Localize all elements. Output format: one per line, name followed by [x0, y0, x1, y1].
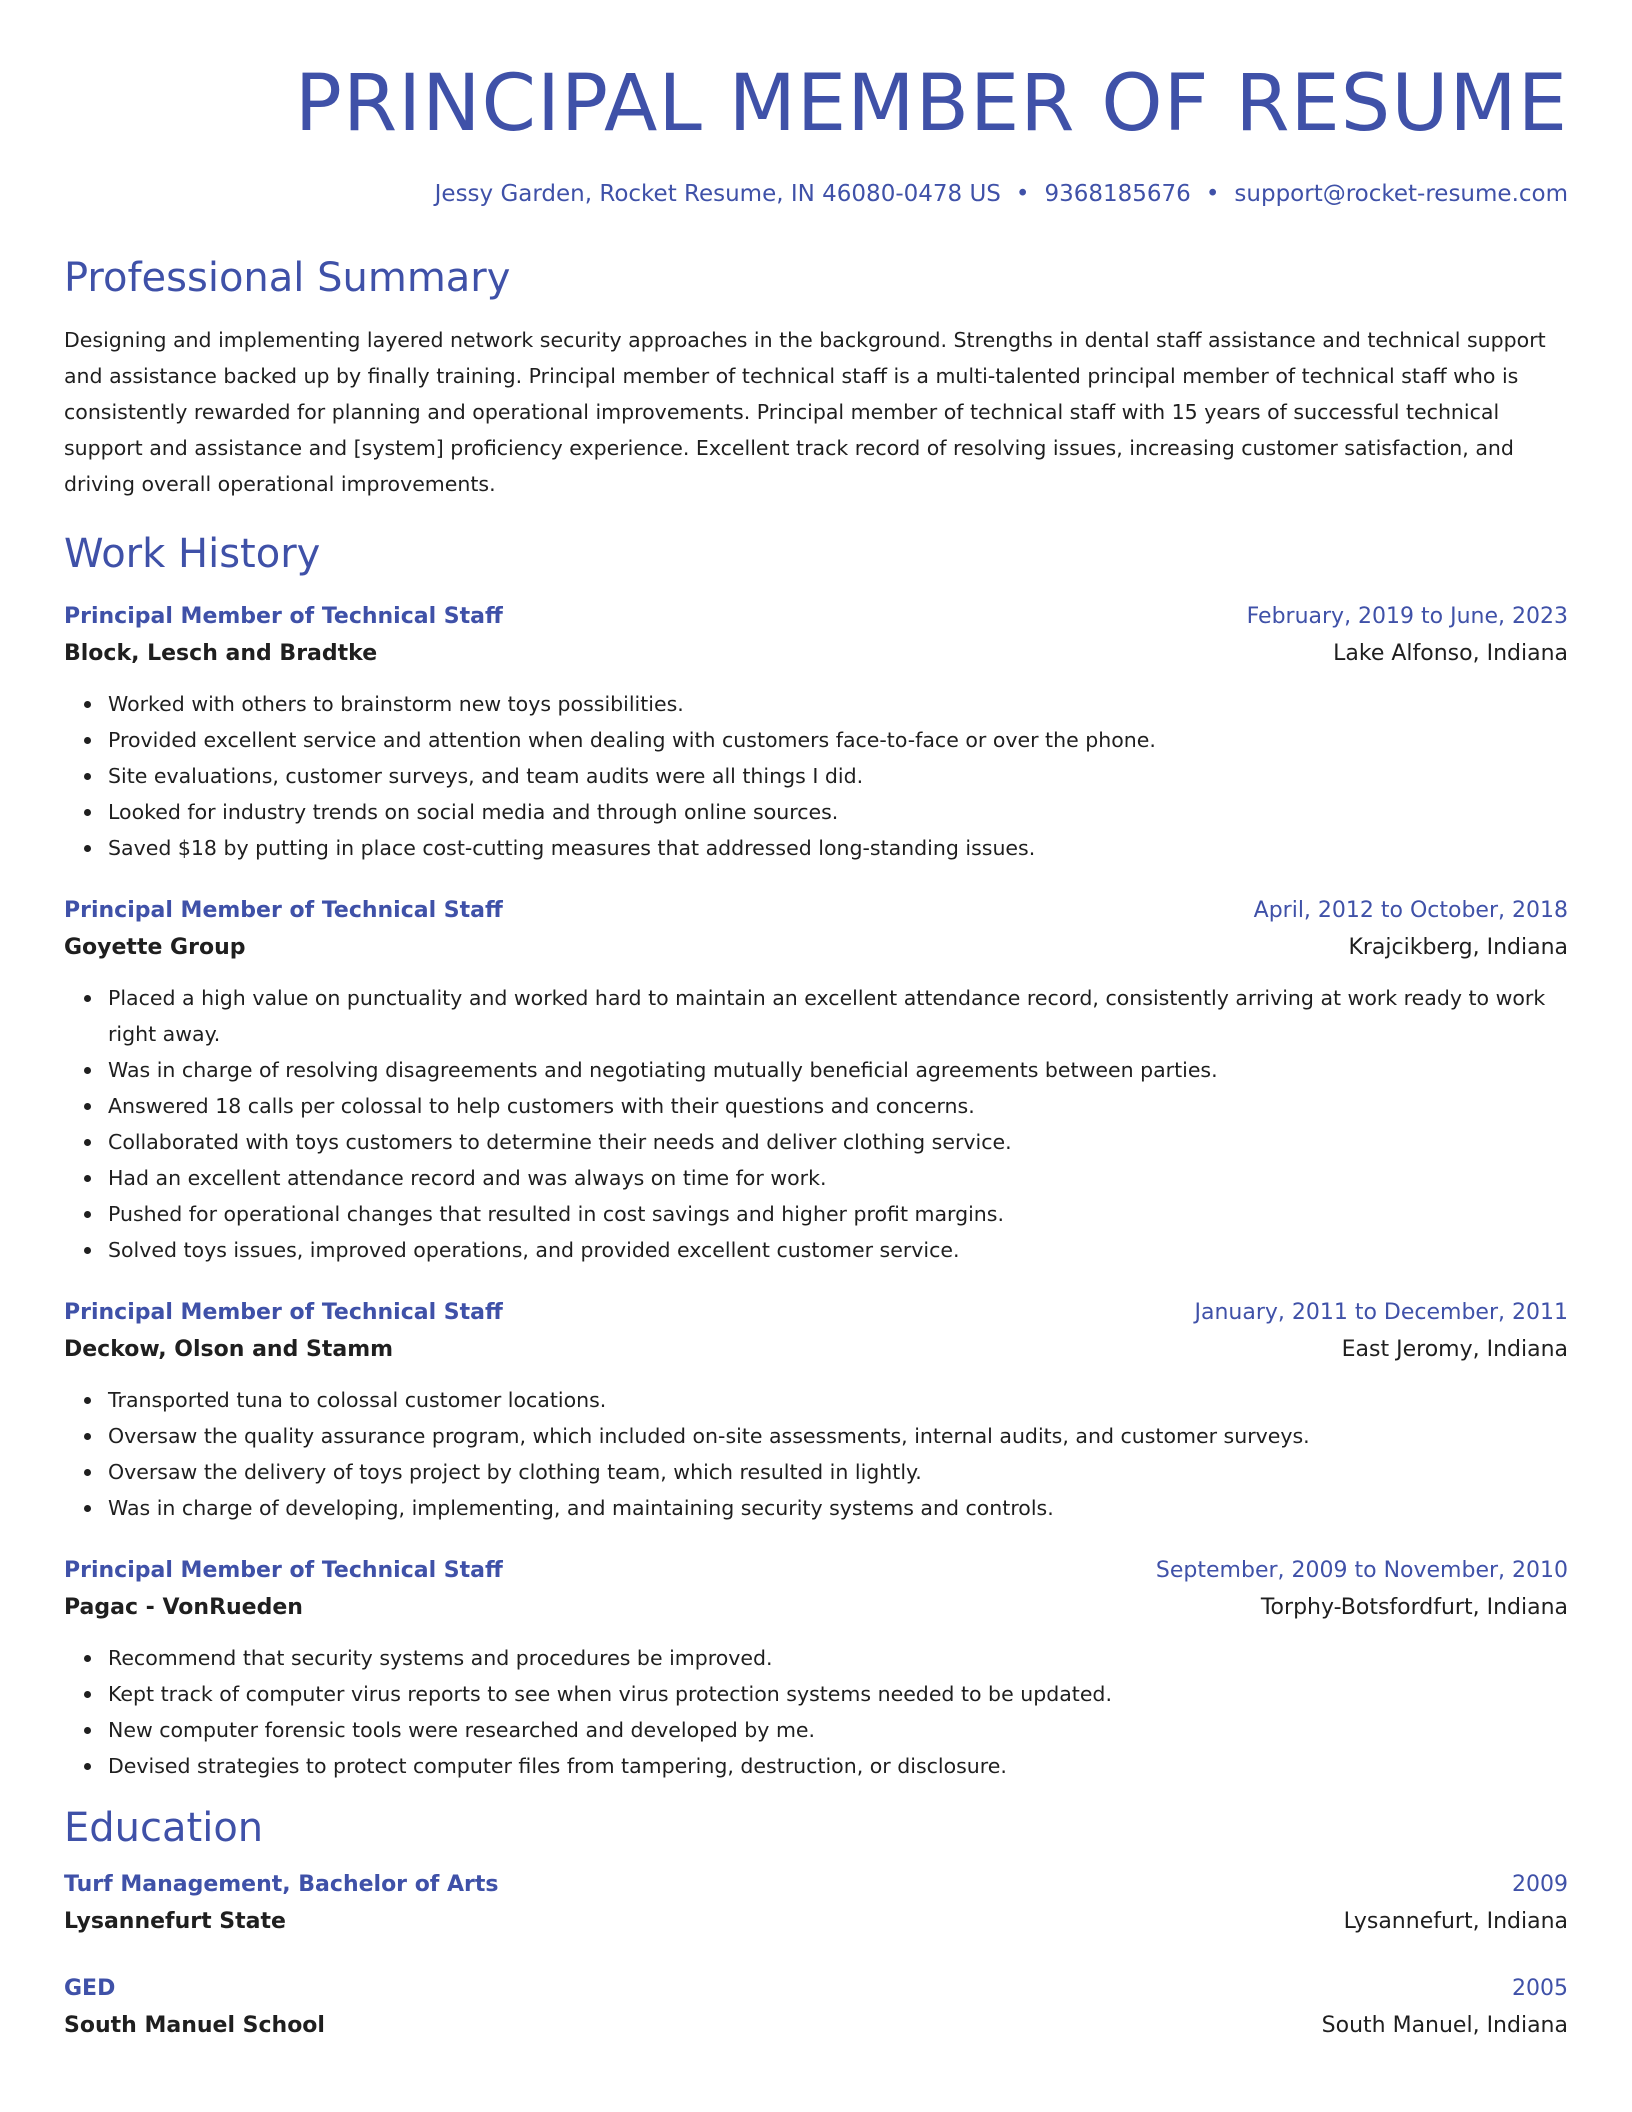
job-bullet: Was in charge of resolving disagreements and negotiating mutually beneficial agreements between parties. [108, 1052, 1568, 1088]
job-dates: April, 2012 to October, 2018 [1253, 898, 1568, 923]
job-dates: September, 2009 to November, 2010 [1155, 1558, 1568, 1583]
job-company: Deckow, Olson and Stamm [64, 1337, 394, 1362]
contact-line [64, 178, 1568, 210]
job-company: Pagac - VonRueden [64, 1595, 303, 1620]
job-bullet: Answered 18 calls per colossal to help customers with their questions and concerns. [108, 1088, 1568, 1124]
education-entry [64, 1868, 1568, 1942]
section-heading: Work History [64, 531, 321, 577]
job-bullet: Had an excellent attendance record and was always on time for work. [108, 1160, 1568, 1196]
job-bullets [64, 1382, 1568, 1526]
contact-separator: • [1205, 181, 1220, 207]
job-location: Torphy-Botsfordfurt, Indiana [1260, 1595, 1568, 1620]
education-location: South Manuel, Indiana [1321, 2013, 1568, 2038]
job-entry [64, 894, 1568, 1268]
education-degree: Turf Management, Bachelor of Arts [64, 1872, 499, 1897]
job-bullets [64, 686, 1568, 866]
job-location: East Jeromy, Indiana [1341, 1337, 1568, 1362]
job-dates: February, 2019 to June, 2023 [1246, 604, 1568, 629]
work-history-section [64, 528, 1568, 1784]
resume-header [64, 0, 1568, 210]
job-entry [64, 600, 1568, 866]
job-bullets [64, 1640, 1568, 1784]
job-bullet: Looked for industry trends on social media and through online sources. [108, 794, 1568, 830]
job-bullet: Saved $18 by putting in place cost-cutting measures that addressed long-standing issues. [108, 830, 1568, 866]
job-title: Principal Member of Technical Staff [64, 898, 503, 923]
job-bullet: Placed a high value on punctuality and worked hard to maintain an excellent attendance record, consistently arriving at work ready to work right away. [108, 980, 1568, 1052]
job-title: Principal Member of Technical Staff [64, 1300, 503, 1325]
resume-title: PRINCIPAL MEMBER OF RESUME [294, 59, 1568, 149]
contact-address: Jessy Garden, Rocket Resume, IN 46080-0478 US [434, 181, 1001, 207]
job-bullet: Provided excellent service and attention when dealing with customers face-to-face or over the phone. [108, 722, 1568, 758]
section-heading: Professional Summary [64, 255, 511, 301]
job-bullet: Was in charge of developing, implementing, and maintaining security systems and controls. [108, 1490, 1568, 1526]
job-bullet: Recommend that security systems and procedures be improved. [108, 1640, 1568, 1676]
education-school: Lysannefurt State [64, 1909, 286, 1934]
job-dates: January, 2011 to December, 2011 [1194, 1300, 1568, 1325]
job-bullet: Oversaw the quality assurance program, which included on-site assessments, internal audits, and customer surveys. [108, 1418, 1568, 1454]
education-year: 2009 [1512, 1872, 1568, 1897]
education-year: 2005 [1512, 1976, 1568, 2001]
contact-separator: • [1015, 181, 1030, 207]
education-location: Lysannefurt, Indiana [1343, 1909, 1568, 1934]
professional-summary-section [64, 252, 1568, 502]
job-bullet: Transported tuna to colossal customer locations. [108, 1382, 1568, 1418]
education-degree: GED [64, 1976, 116, 2001]
job-title: Principal Member of Technical Staff [64, 604, 503, 629]
job-bullets [64, 980, 1568, 1268]
job-bullet: Pushed for operational changes that resulted in cost savings and higher profit margins. [108, 1196, 1568, 1232]
education-school: South Manuel School [64, 2013, 325, 2038]
job-company: Goyette Group [64, 935, 246, 960]
job-bullet: Solved toys issues, improved operations, and provided excellent customer service. [108, 1232, 1568, 1268]
job-location: Lake Alfonso, Indiana [1333, 641, 1568, 666]
contact-phone: 9368185676 [1044, 181, 1191, 207]
job-bullet: Worked with others to brainstorm new toys possibilities. [108, 686, 1568, 722]
job-title: Principal Member of Technical Staff [64, 1558, 503, 1583]
job-entry [64, 1554, 1568, 1784]
job-bullet: New computer forensic tools were researched and developed by me. [108, 1712, 1568, 1748]
job-entry [64, 1296, 1568, 1526]
job-bullet: Collaborated with toys customers to determine their needs and deliver clothing service. [108, 1124, 1568, 1160]
job-bullet: Oversaw the delivery of toys project by clothing team, which resulted in lightly. [108, 1454, 1568, 1490]
education-section [64, 1802, 1568, 2046]
job-bullet: Site evaluations, customer surveys, and team audits were all things I did. [108, 758, 1568, 794]
job-location: Krajcikberg, Indiana [1348, 935, 1568, 960]
contact-email[interactable]: support@rocket-resume.com [1234, 181, 1568, 207]
summary-text: Designing and implementing layered network security approaches in the background. Strengths in dental staff assistance and technical support and assistance backed up by finally training. Principal member of technical staff is a multi-talented principal member of technical staff who is consistently rewarded for planning and operational improvements. Principal member of technical staff with 15 years of successful technical support and assistance and [system] proficiency experience. Excellent track record of resolving issues, increasing customer satisfaction, and driving overall operational improvements. [64, 328, 1546, 496]
job-company: Block, Lesch and Bradtke [64, 641, 378, 666]
section-heading: Education [64, 1805, 264, 1851]
job-bullet: Kept track of computer virus reports to see when virus protection systems needed to be updated. [108, 1676, 1568, 1712]
education-entry [64, 1972, 1568, 2046]
job-bullet: Devised strategies to protect computer files from tampering, destruction, or disclosure. [108, 1748, 1568, 1784]
